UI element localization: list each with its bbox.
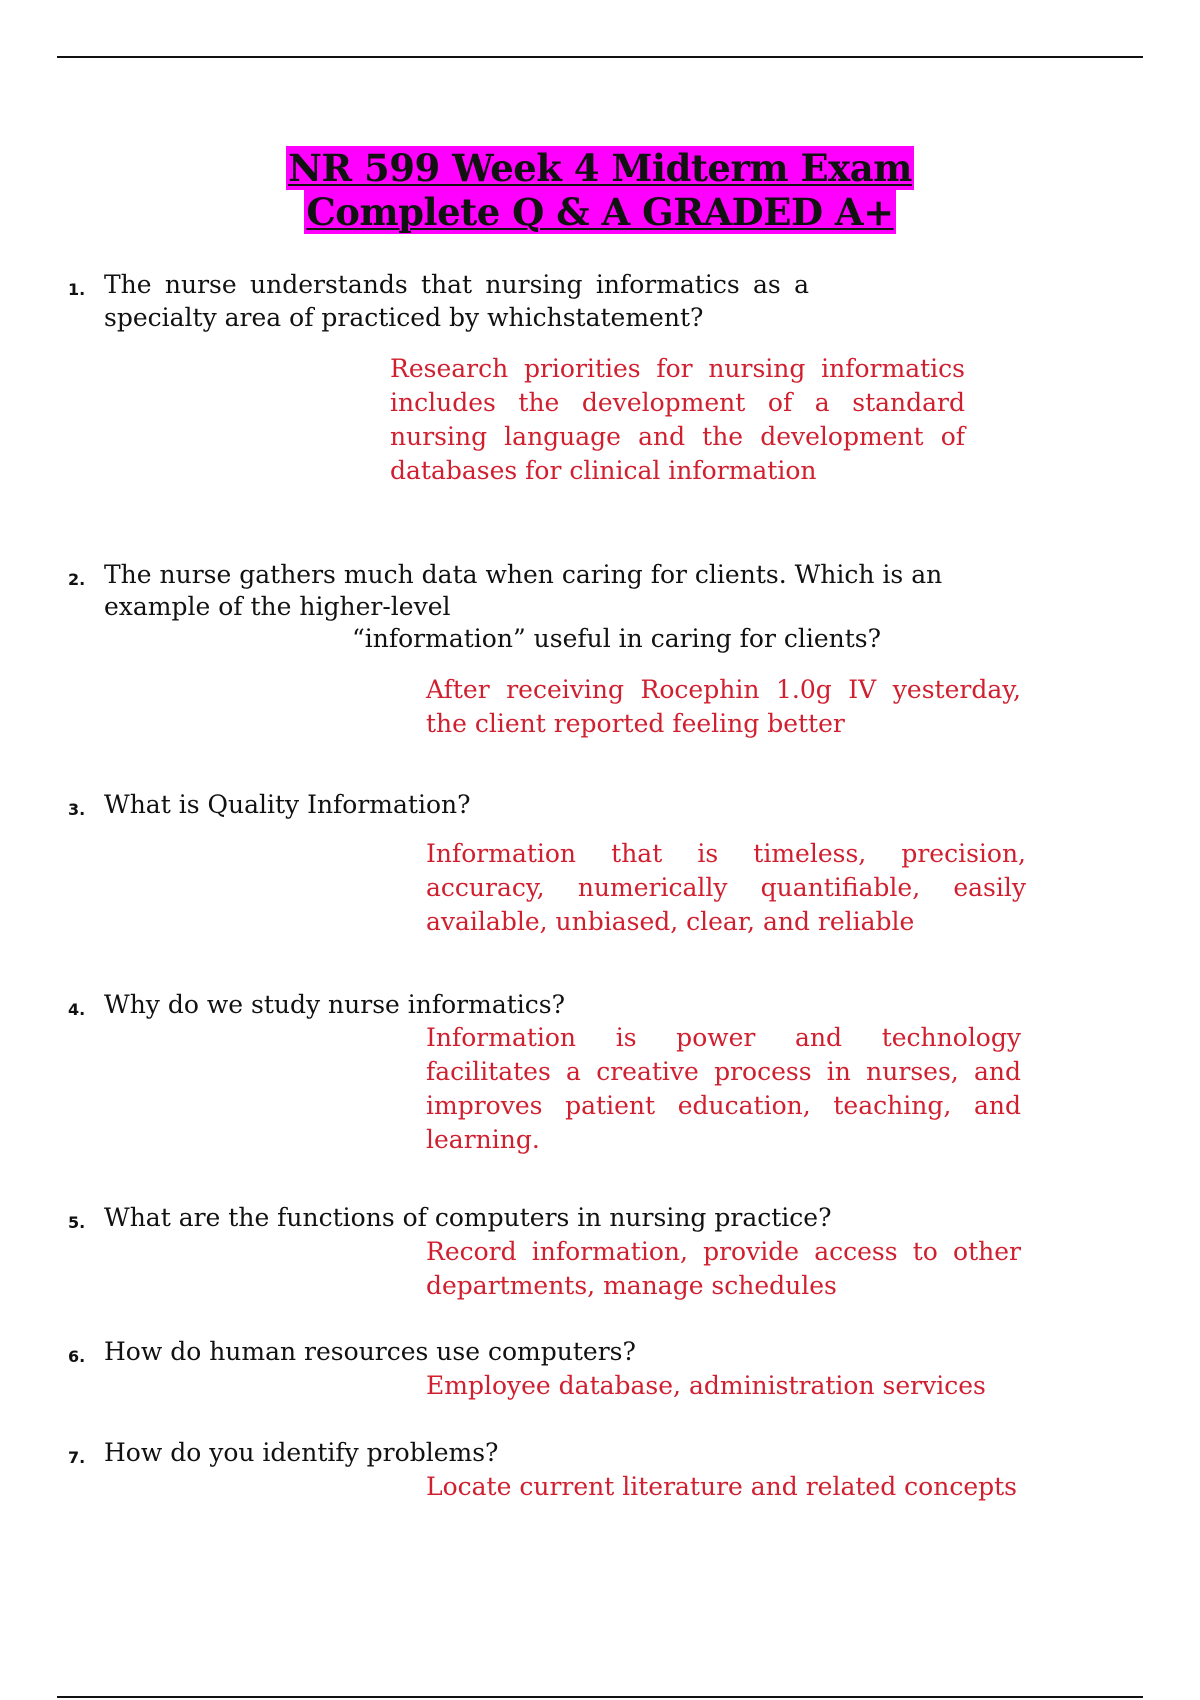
question-text: Why do we study nurse informatics? (104, 990, 566, 1019)
answer-text: Research priorities for nursing informatics includes the development of a standard nursing language and the development of databases for clinical information (390, 354, 965, 485)
question-line: “information” useful in caring for clients? (352, 624, 882, 653)
question-text: How do you identify problems? (104, 1438, 499, 1467)
title-line-1: NR 599 Week 4 Midterm Exam (288, 146, 912, 190)
title-line-2: Complete Q & A GRADED A+ (306, 190, 894, 234)
question-number: 5. (68, 1213, 86, 1232)
answer-text: Information is power and technology facilitates a creative process in nurses, and improves patient education, teaching, and learning. (426, 1023, 1021, 1154)
question-number: 4. (68, 1000, 86, 1019)
question-text: The nurse understands that nursing informatics as a specialty area of practiced by whichstatement? (104, 270, 809, 332)
question-number: 7. (68, 1448, 86, 1467)
question-number: 6. (68, 1347, 86, 1366)
answer-text: Record information, provide access to other departments, manage schedules (426, 1237, 1021, 1300)
question-number: 3. (68, 800, 86, 819)
question-line: The nurse gathers much data when caring for clients. Which is an (104, 560, 943, 589)
question-line: example of the higher-level (104, 592, 451, 621)
question-text: How do human resources use computers? (104, 1337, 636, 1366)
question-text (104, 558, 942, 655)
answer-text: After receiving Rocephin 1.0g IV yesterday, the client reported feeling better (426, 675, 1021, 738)
answer-text: Information that is timeless, precision, accuracy, numerically quantifiable, easily available, unbiased, clear, and reliable (426, 839, 1026, 936)
document-title (0, 146, 1200, 234)
answer-text: Employee database, administration services (426, 1371, 986, 1400)
bottom-rule (57, 1696, 1143, 1698)
question-number: 2. (68, 570, 86, 589)
question-text: What are the functions of computers in nursing practice? (104, 1203, 832, 1232)
question-text: What is Quality Information? (104, 790, 471, 819)
question-number: 1. (68, 280, 86, 299)
top-rule (57, 56, 1143, 58)
answer-text: Locate current literature and related concepts (426, 1472, 1017, 1501)
